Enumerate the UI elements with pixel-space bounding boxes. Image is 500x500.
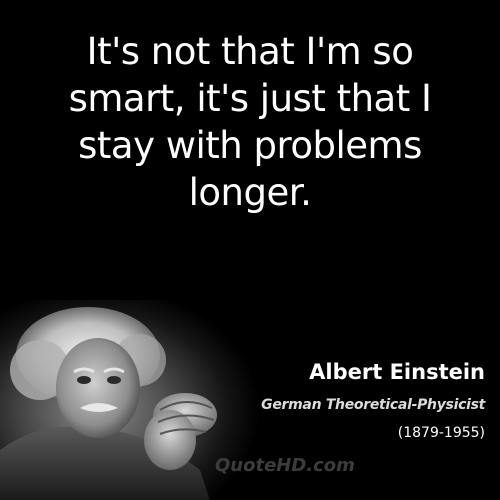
quote-line-4: longer. [188, 171, 312, 214]
author-role: German Theoretical-Physicist [261, 397, 485, 413]
site-watermark: QuoteHD.com [215, 455, 355, 476]
quote-line-1: It's not that I'm so [86, 30, 414, 73]
quote-text [40, 28, 460, 216]
quote-line-3: stay with problems [78, 124, 422, 167]
author-years: (1879-1955) [397, 425, 485, 441]
quote-line-2: smart, it's just that I [68, 77, 432, 120]
author-name: Albert Einstein [309, 360, 485, 384]
